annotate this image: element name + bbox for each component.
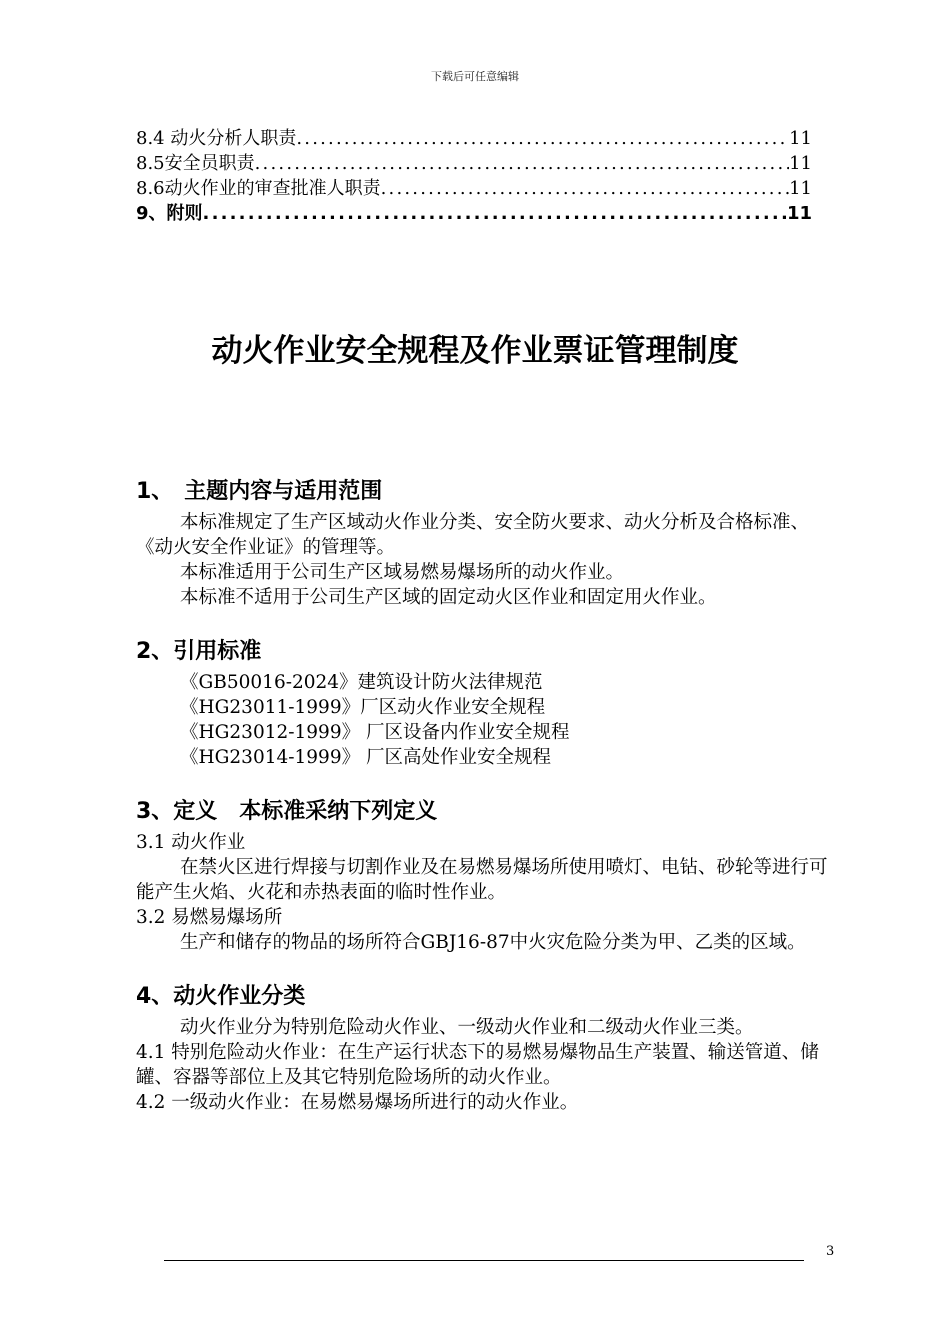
toc-leader-dots — [296, 128, 789, 149]
toc-entry-label: 8.5安全员职责 — [136, 153, 255, 174]
section-2-heading: 2、引用标准 — [136, 639, 262, 664]
reference-item: 《HG23011-1999》厂区动火作业安全规程 — [180, 697, 546, 718]
toc-row — [136, 149, 812, 174]
toc-entry-label: 9、附则 — [136, 203, 203, 224]
definition-title: 3.2 易燃易爆场所 — [136, 907, 283, 928]
section-1-paragraph: 本标准适用于公司生产区域易燃易爆场所的动火作业。 — [180, 562, 625, 583]
reference-item: 《HG23014-1999》 厂区高处作业安全规程 — [180, 747, 551, 768]
document-body — [136, 474, 836, 1115]
definition-text: 生产和储存的物品的场所符合GBJ16-87中火灾危险分类为甲、乙类的区域。 — [180, 932, 806, 953]
table-of-contents — [136, 124, 812, 224]
toc-entry-page: 11 — [786, 203, 812, 224]
section-3-heading: 3、定义 本标准采纳下列定义 — [136, 799, 438, 824]
section-4-intro: 动火作业分为特别危险动火作业、一级动火作业和二级动火作业三类。 — [180, 1017, 754, 1038]
toc-leader-dots — [203, 203, 787, 224]
toc-entry-label: 8.6动火作业的审查批准人职责 — [136, 178, 381, 199]
section-1-heading: 1、 主题内容与适用范围 — [136, 479, 383, 504]
definition-title: 3.1 动火作业 — [136, 832, 246, 853]
toc-entry-page: 11 — [789, 153, 812, 174]
section-1-paragraph: 本标准规定了生产区域动火作业分类、安全防火要求、动火分析及合格标准、《动火安全作业证》的管理等。 — [136, 512, 810, 558]
document-title: 动火作业安全规程及作业票证管理制度 — [211, 333, 739, 369]
toc-row — [136, 199, 812, 224]
classification-item: 4.2 一级动火作业：在易燃易爆场所进行的动火作业。 — [136, 1092, 579, 1113]
toc-leader-dots — [381, 178, 789, 199]
header-note: 下载后可任意编辑 — [431, 70, 519, 83]
page-number: 3 — [826, 1244, 835, 1259]
classification-item: 4.1 特别危险动火作业：在生产运行状态下的易燃易爆物品生产装置、输送管道、储罐、容器等部位上及其它特别危险场所的动火作业。 — [136, 1042, 819, 1088]
toc-entry-page: 11 — [789, 128, 812, 149]
toc-row — [136, 174, 812, 199]
toc-row — [136, 124, 812, 149]
toc-entry-label: 8.4 动火分析人职责 — [136, 128, 297, 149]
footer-rule — [164, 1260, 804, 1261]
definition-text: 在禁火区进行焊接与切割作业及在易燃易爆场所使用喷灯、电钻、砂轮等进行可能产生火焰、火花和赤热表面的临时性作业。 — [136, 857, 828, 903]
section-1-paragraph: 本标准不适用于公司生产区域的固定动火区作业和固定用火作业。 — [180, 587, 717, 608]
section-4-heading: 4、动火作业分类 — [136, 984, 306, 1009]
reference-item: 《GB50016-2024》建筑设计防火法律规范 — [180, 672, 543, 693]
reference-item: 《HG23012-1999》 厂区设备内作业安全规程 — [180, 722, 570, 743]
toc-leader-dots — [255, 153, 789, 174]
toc-entry-page: 11 — [789, 178, 812, 199]
